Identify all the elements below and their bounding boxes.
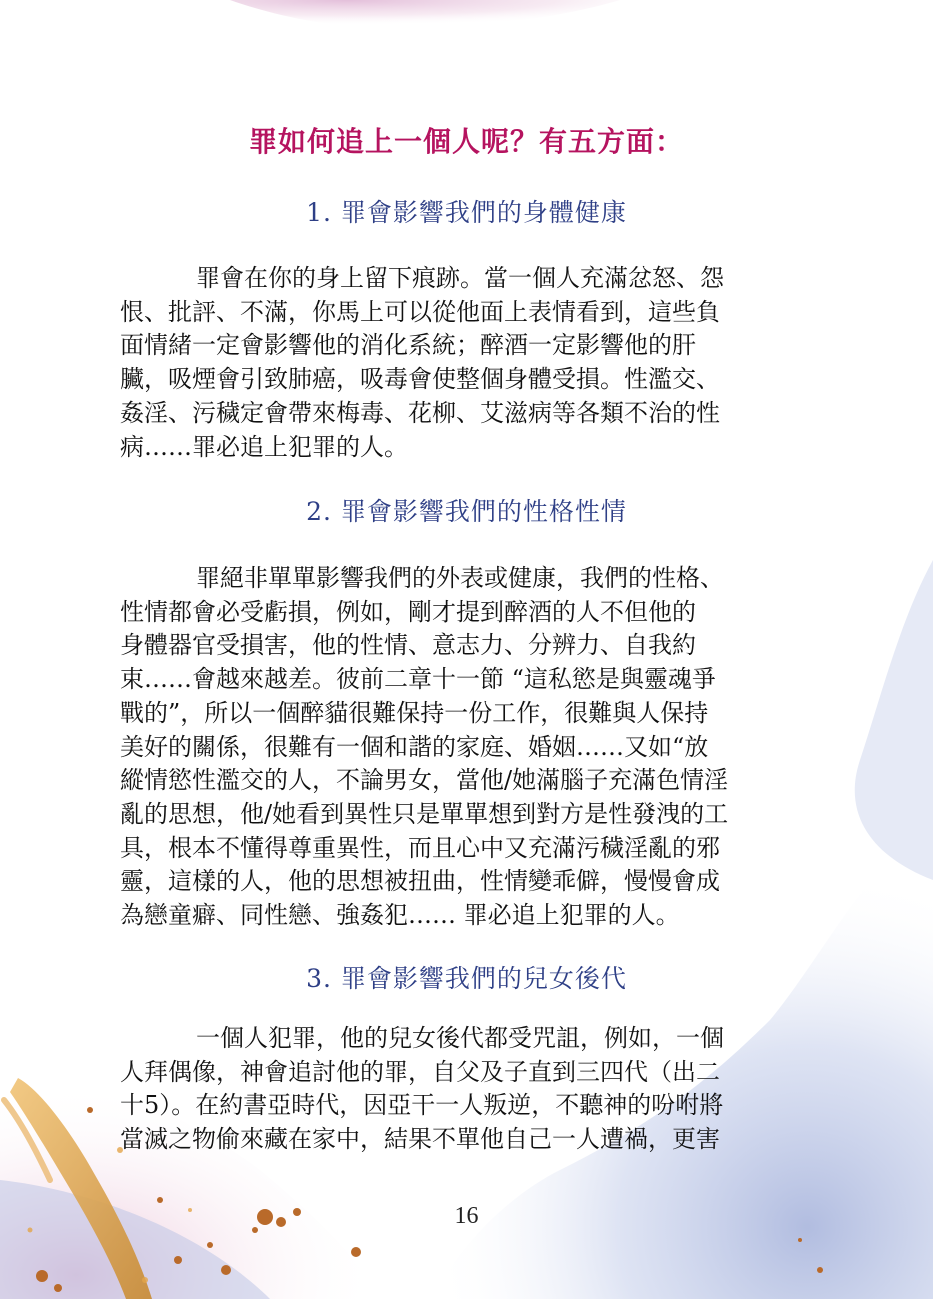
body-line: 罪絕非單單影響我們的外表或健康，我們的性格、	[196, 564, 724, 592]
body-line: 性情都會必受虧損，例如，剛才提到醉酒的人不但他的	[120, 597, 696, 626]
body-line: 身體器官受損害，他的性情、意志力、分辨力、自我約	[120, 631, 696, 660]
body-line: 人拜偶像，神會追討他的罪，自父及子直到三四代（出二	[120, 1057, 720, 1086]
page-number: 16	[454, 1203, 479, 1229]
body-line: 十5）。在約書亞時代，因亞干一人叛逆，不聽神的吩咐將	[120, 1091, 724, 1120]
body-line: 恨、批評、不滿，你馬上可以從他面上表情看到，這些負	[120, 297, 720, 326]
body-line: 縱情慾性濫交的人，不論男女，當他/她滿腦子充滿色情淫	[120, 766, 729, 795]
body-line: 面情緒一定會影響他的消化系統；醉酒一定影響他的肝	[120, 331, 696, 360]
section-body-1	[120, 262, 820, 464]
section-body-3	[120, 1022, 820, 1157]
body-line: 姦淫、污穢定會帶來梅毒、花柳、艾滋病等各類不治的性	[120, 398, 720, 427]
body-line: 亂的思想，他/她看到異性只是單單想到對方是性發洩的工	[120, 799, 729, 828]
section-heading-3: 3. 罪會影響我們的兒女後代	[306, 964, 627, 993]
body-line: 臟，吸煙會引致肺癌，吸毒會使整個身體受損。性濫交、	[120, 365, 720, 394]
body-line: 一個人犯罪，他的兒女後代都受咒詛，例如，一個	[196, 1024, 724, 1052]
body-line: 美好的關係，很難有一個和諧的家庭、婚姻……又如“放	[120, 732, 709, 761]
body-line: 靈，這樣的人，他的思想被扭曲，性情變乖僻，慢慢會成	[120, 867, 720, 896]
section-body-2	[120, 562, 820, 933]
body-line: 具，根本不懂得尊重異性，而且心中又充滿污穢淫亂的邪	[120, 833, 720, 862]
body-line: 病……罪必追上犯罪的人。	[120, 432, 408, 461]
section-heading-2: 2. 罪會影響我們的性格性情	[306, 497, 627, 526]
body-line: 為戀童癖、同性戀、強姦犯…… 罪必追上犯罪的人。	[120, 901, 680, 930]
body-line: 罪會在你的身上留下痕跡。當一個人充滿忿怒、怨	[196, 264, 724, 292]
page-title: 罪如何追上一個人呢？有五方面：	[248, 125, 684, 158]
body-line: 束……會越來越差。彼前二章十一節 “這私慾是與靈魂爭	[120, 665, 716, 694]
body-line: 戰的”，所以一個醉貓很難保持一份工作，很難與人保持	[120, 698, 709, 727]
body-line: 當滅之物偷來藏在家中，結果不單他自己一人遭禍，更害	[120, 1125, 720, 1154]
section-heading-1: 1. 罪會影響我們的身體健康	[306, 198, 627, 227]
